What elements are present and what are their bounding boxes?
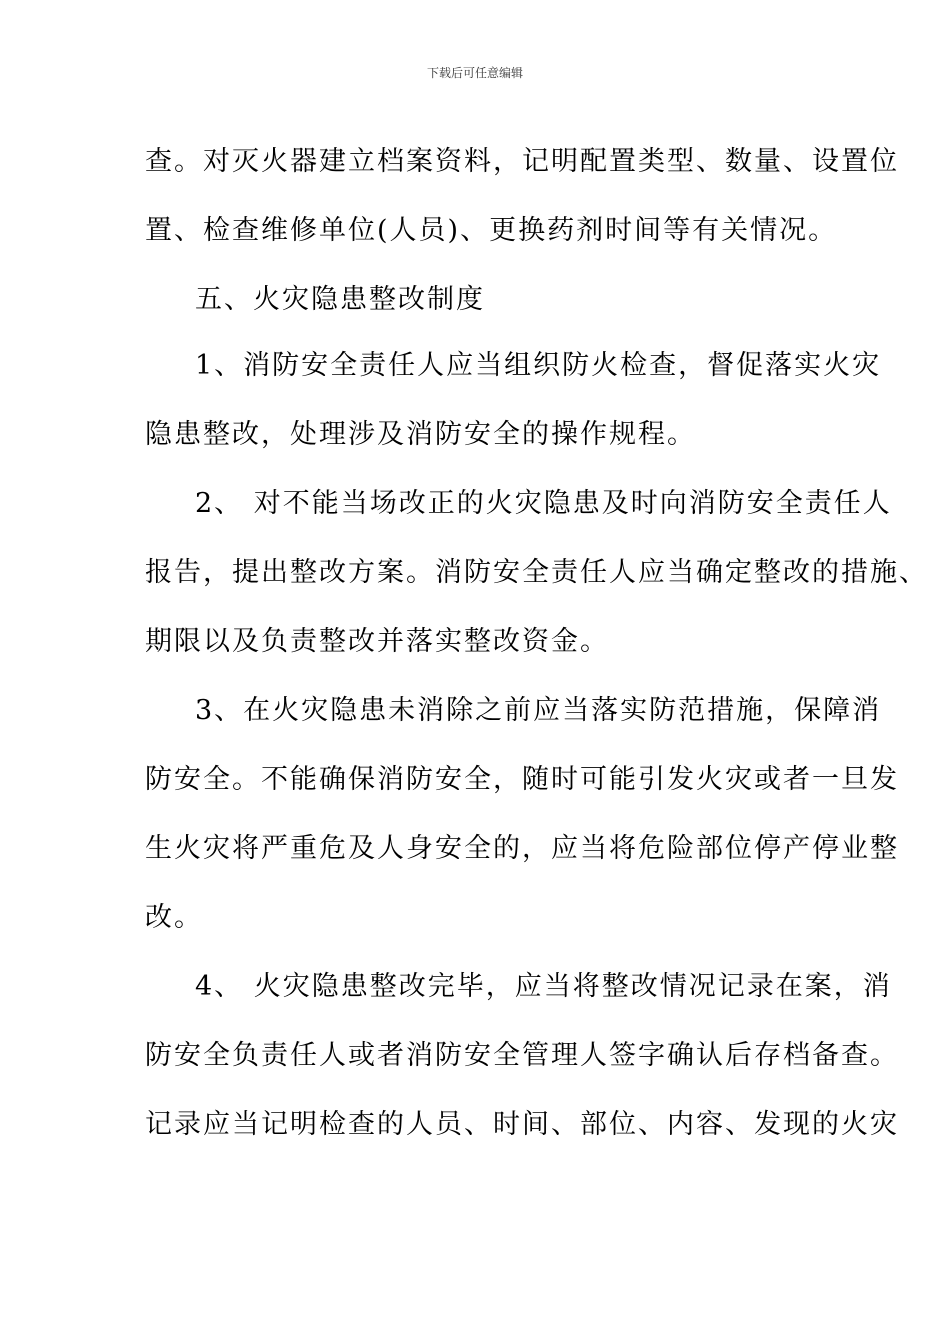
document-body bbox=[145, 132, 928, 1164]
page-header: 下载后可任意编辑 bbox=[426, 66, 523, 80]
text-line: 改。 bbox=[145, 902, 203, 933]
text-line: 隐患整改，处理涉及消防安全的操作规程。 bbox=[145, 419, 696, 450]
text-line: 防安全负责任人或者消防安全管理人签字确认后存档备查。 bbox=[145, 1040, 899, 1071]
paragraph-start-line: 2、 对不能当场改正的火灾隐患及时向消防安全责任人 bbox=[195, 488, 892, 519]
text-line: 报告，提出整改方案。消防安全责任人应当确定整改的措施、 bbox=[145, 557, 928, 588]
text-line: 生火灾将严重危及人身安全的，应当将危险部位停产停业整 bbox=[145, 833, 899, 864]
section-heading: 五、火灾隐患整改制度 bbox=[195, 284, 485, 315]
paragraph-start-line: 4、 火灾隐患整改完毕，应当将整改情况记录在案，消 bbox=[195, 971, 892, 1002]
text-line: 期限以及负责整改并落实整改资金。 bbox=[145, 626, 609, 657]
text-line: 查。对灭火器建立档案资料，记明配置类型、数量、设置位 bbox=[145, 146, 899, 177]
text-line: 防安全。不能确保消防安全，随时可能引发火灾或者一旦发 bbox=[145, 764, 899, 795]
paragraph-start-line: 1、消防安全责任人应当组织防火检查，督促落实火灾 bbox=[195, 350, 882, 381]
text-line: 记录应当记明检查的人员、时间、部位、内容、发现的火灾 bbox=[145, 1109, 899, 1140]
paragraph-start-line: 3、在火灾隐患未消除之前应当落实防范措施，保障消 bbox=[195, 695, 882, 726]
text-line: 置、检查维修单位(人员)、更换药剂时间等有关情况。 bbox=[145, 215, 838, 246]
